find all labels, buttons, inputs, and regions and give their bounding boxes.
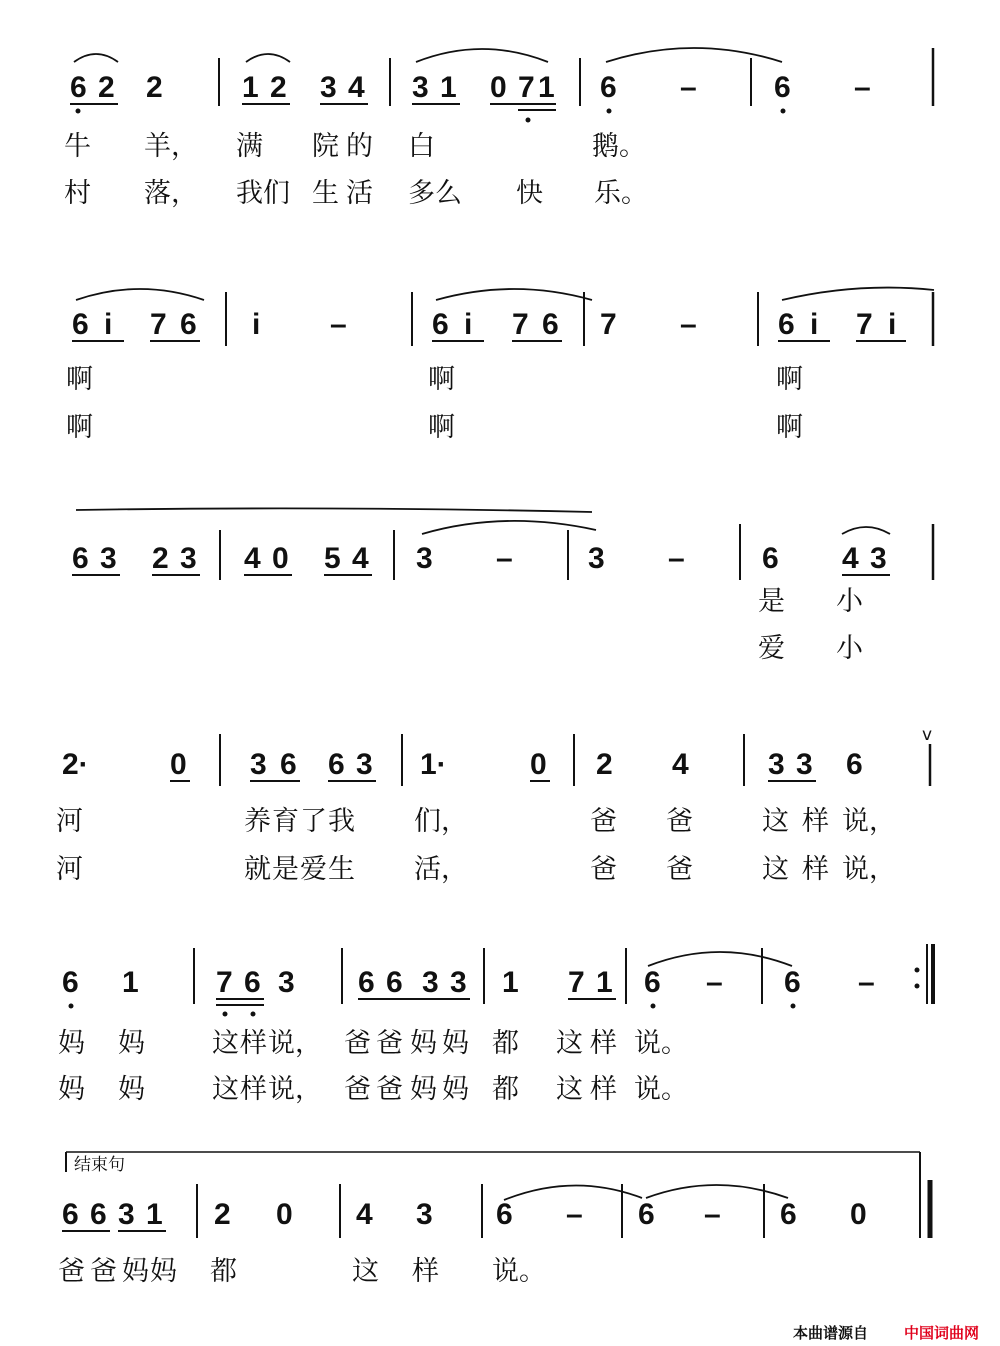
- credit-site[interactable]: 中国词曲网: [904, 1324, 980, 1342]
- lyric: 我: [328, 806, 355, 837]
- note: 4: [348, 71, 365, 104]
- note: 6: [638, 1198, 655, 1231]
- note: 6: [780, 1198, 797, 1231]
- note: –: [680, 71, 697, 104]
- note: 3: [870, 542, 887, 575]
- lyric: 爱: [300, 854, 327, 885]
- lyric: 样: [240, 1028, 267, 1059]
- note: 5: [324, 542, 341, 575]
- note: 2: [152, 542, 169, 575]
- lyric: 啊: [428, 412, 455, 443]
- lyric: 爸: [58, 1256, 85, 1287]
- lyric: 是: [758, 586, 785, 617]
- lyric: 爸: [666, 854, 693, 885]
- lyric: 妈: [442, 1028, 469, 1059]
- lyric: 们，: [414, 806, 468, 837]
- note: i: [104, 308, 113, 341]
- lyric: 爸: [590, 854, 617, 885]
- note: 2: [270, 71, 287, 104]
- note: 3: [588, 542, 605, 575]
- note: –: [566, 1198, 583, 1231]
- note: 6: [774, 71, 791, 104]
- note: 6: [784, 966, 801, 999]
- note: 1: [440, 71, 457, 104]
- note: –: [858, 966, 875, 999]
- lyric: 说，: [268, 1028, 322, 1059]
- lyric: 样: [590, 1028, 617, 1059]
- lyric: 养: [244, 806, 271, 837]
- lyric: 爱: [758, 633, 785, 664]
- lyric: 啊: [428, 364, 455, 395]
- lyric: 这: [212, 1074, 239, 1105]
- note: 4: [352, 542, 369, 575]
- lyric: 落，: [144, 178, 198, 209]
- note: 6: [180, 308, 197, 341]
- lyric: 说。: [634, 1028, 688, 1059]
- note: –: [330, 308, 347, 341]
- note: 6: [778, 308, 795, 341]
- note: 0: [530, 748, 547, 781]
- lyric: 满: [236, 131, 263, 162]
- lyric: 妈: [150, 1256, 177, 1287]
- note: 6: [762, 542, 779, 575]
- lyric: 小: [836, 633, 863, 664]
- lyric: 就: [244, 854, 271, 885]
- note: 3: [356, 748, 373, 781]
- note: 6: [70, 71, 87, 104]
- lyric: 河: [56, 854, 83, 885]
- note: 6: [542, 308, 559, 341]
- lyric: 样: [240, 1074, 267, 1105]
- lyric: 村: [64, 178, 91, 209]
- lyric: 啊: [776, 364, 803, 395]
- lyric: 都: [492, 1074, 519, 1105]
- note: 6: [62, 966, 79, 999]
- note: 0: [490, 71, 507, 104]
- lyric: 说。: [492, 1256, 546, 1287]
- credit-source: 本曲谱源自: [793, 1324, 869, 1342]
- lyric: 是: [272, 854, 299, 885]
- lyric: 爸: [344, 1074, 371, 1105]
- note: 6: [72, 308, 89, 341]
- lyric: 活，: [414, 854, 468, 885]
- note: 1: [596, 966, 613, 999]
- note: 7: [512, 308, 529, 341]
- lyric: 妈: [58, 1074, 85, 1105]
- lyric: 爸: [376, 1028, 403, 1059]
- note: 6: [358, 966, 375, 999]
- lyric: 鹅。: [592, 131, 646, 162]
- lyric: 了: [300, 806, 327, 837]
- note: 2: [214, 1198, 231, 1231]
- lyric: 河: [56, 806, 83, 837]
- lyric: 爸: [666, 806, 693, 837]
- note: 6: [386, 966, 403, 999]
- note: 6: [90, 1198, 107, 1231]
- lyric: 妈: [58, 1028, 85, 1059]
- lyric: 啊: [776, 412, 803, 443]
- note: –: [706, 966, 723, 999]
- note: 3: [180, 542, 197, 575]
- lyric: 白: [408, 131, 435, 162]
- lyric: 样: [802, 806, 829, 837]
- note: 3: [796, 748, 813, 781]
- note: 7: [856, 308, 873, 341]
- lyric: 说，: [268, 1074, 322, 1105]
- note: 2: [146, 71, 163, 104]
- note: 6: [432, 308, 449, 341]
- lyric: 爸: [376, 1074, 403, 1105]
- note: 6: [644, 966, 661, 999]
- lyric: 这: [762, 854, 789, 885]
- lyric: 啊: [66, 412, 93, 443]
- note: i: [810, 308, 819, 341]
- ending-label: 结束句: [74, 1155, 125, 1175]
- breath-mark: v: [922, 725, 933, 745]
- lyric: 生: [312, 178, 339, 209]
- lyric: 羊，: [144, 131, 198, 162]
- note: 4: [244, 542, 261, 575]
- note: 2: [98, 71, 115, 104]
- note: 3: [416, 1198, 433, 1231]
- note: 4: [672, 748, 689, 781]
- lyric: 妈: [410, 1028, 437, 1059]
- note: 7: [568, 966, 585, 999]
- note: 6: [244, 966, 261, 999]
- lyric: 说。: [634, 1074, 688, 1105]
- lyric: 这: [556, 1074, 583, 1105]
- lyric: 乐。: [594, 178, 648, 209]
- lyric: 多么: [408, 178, 462, 209]
- note: 0: [850, 1198, 867, 1231]
- note: 0: [276, 1198, 293, 1231]
- note: 6: [496, 1198, 513, 1231]
- lyric: 这: [352, 1256, 379, 1287]
- lyric: 样: [412, 1256, 439, 1287]
- lyric: 都: [210, 1256, 237, 1287]
- lyric: 院: [312, 131, 339, 162]
- note: 1: [242, 71, 259, 104]
- lyric: 这: [762, 806, 789, 837]
- note: 6: [600, 71, 617, 104]
- note: –: [680, 308, 697, 341]
- lyric: 啊: [66, 364, 93, 395]
- lyric: 这: [556, 1028, 583, 1059]
- note: 1: [502, 966, 519, 999]
- lyric: 都: [492, 1028, 519, 1059]
- source-credit: [793, 1324, 979, 1342]
- lyric: 妈: [118, 1074, 145, 1105]
- lyric: 妈: [122, 1256, 149, 1287]
- note: 1: [538, 71, 555, 104]
- note: 3: [768, 748, 785, 781]
- lyric: 生: [328, 854, 355, 885]
- note: 3: [450, 966, 467, 999]
- note: 3: [250, 748, 267, 781]
- system-5: [58, 944, 933, 1105]
- system-2: [66, 288, 934, 443]
- note: 3: [100, 542, 117, 575]
- note: 6: [280, 748, 297, 781]
- lyric: 小: [836, 586, 863, 617]
- note: 3: [118, 1198, 135, 1231]
- note: i: [464, 308, 473, 341]
- note: i: [888, 308, 897, 341]
- system-3: [72, 508, 933, 664]
- lyric: 妈: [118, 1028, 145, 1059]
- note: –: [496, 542, 513, 575]
- note: 3: [416, 542, 433, 575]
- note: i: [252, 308, 261, 341]
- system-1: [64, 48, 933, 209]
- note: 3: [412, 71, 429, 104]
- note: 4: [842, 542, 859, 575]
- note: 2·: [62, 748, 89, 781]
- note: 1·: [420, 748, 447, 781]
- note: 1: [146, 1198, 163, 1231]
- lyric: 妈: [410, 1074, 437, 1105]
- lyric: 爸: [90, 1256, 117, 1287]
- lyric: 我们: [236, 178, 290, 209]
- lyric: 快: [516, 178, 543, 209]
- system-6: [58, 1152, 930, 1287]
- note: 6: [72, 542, 89, 575]
- lyric: 活: [346, 178, 373, 209]
- lyric: 的: [346, 131, 373, 162]
- note: –: [668, 542, 685, 575]
- note: 3: [278, 966, 295, 999]
- lyric: 说，: [842, 806, 896, 837]
- lyric: 爸: [590, 806, 617, 837]
- lyric: 说，: [842, 854, 896, 885]
- note: 6: [62, 1198, 79, 1231]
- note: 3: [422, 966, 439, 999]
- lyric: 育: [272, 806, 299, 837]
- lyric: 妈: [442, 1074, 469, 1105]
- lyric: 牛: [64, 131, 91, 162]
- lyric: 爸: [344, 1028, 371, 1059]
- note: 4: [356, 1198, 373, 1231]
- note: 7: [150, 308, 167, 341]
- lyric: 样: [590, 1074, 617, 1105]
- system-4: [56, 725, 932, 885]
- note: –: [704, 1198, 721, 1231]
- note: 0: [272, 542, 289, 575]
- note: 6: [328, 748, 345, 781]
- lyric: 样: [802, 854, 829, 885]
- note: 1: [122, 966, 139, 999]
- note: 7: [600, 308, 617, 341]
- note: 6: [846, 748, 863, 781]
- note: –: [854, 71, 871, 104]
- note: 7: [216, 966, 233, 999]
- lyric: 这: [212, 1028, 239, 1059]
- note: 0: [170, 748, 187, 781]
- note: 3: [320, 71, 337, 104]
- note: 2: [596, 748, 613, 781]
- note: 7: [518, 71, 535, 104]
